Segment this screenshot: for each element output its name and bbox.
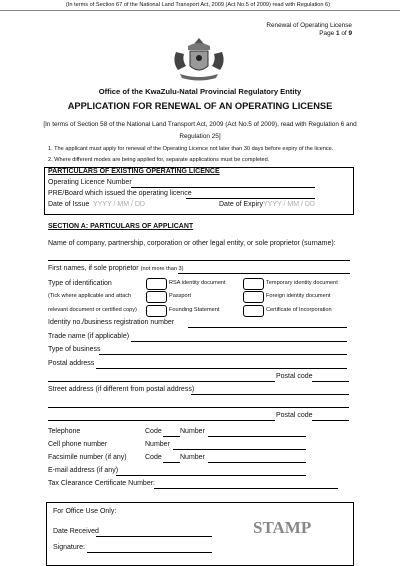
- first-names-note: (not more than 3): [140, 266, 184, 272]
- cell-number-field[interactable]: [173, 449, 306, 450]
- date-expiry-label: Date of Expiry: [219, 201, 263, 208]
- email-field[interactable]: [116, 475, 306, 476]
- postal-code-label: Postal code: [276, 373, 313, 380]
- page-current: 1: [335, 30, 340, 37]
- fax-code-label: Code: [145, 454, 162, 461]
- postal-address-label: Postal address: [48, 360, 95, 367]
- pre-board-field[interactable]: [186, 198, 315, 199]
- certificate-checkbox[interactable]: [243, 305, 264, 317]
- first-names-label: [48, 265, 184, 272]
- passport-label: Passport: [169, 293, 192, 299]
- rsa-id-checkbox[interactable]: [146, 278, 167, 290]
- page-label: Page: [319, 30, 335, 37]
- signature-field[interactable]: [87, 552, 212, 553]
- licence-number-field[interactable]: [131, 187, 315, 188]
- id-reg-field[interactable]: [188, 327, 347, 328]
- header-legal-reference: (In terms of Section 67 of the National Land Transport Act, 2009 (Act No.5 of 2009) read with Regulation 6): [66, 2, 330, 8]
- street-address-field-2[interactable]: [48, 407, 349, 408]
- tax-label: Tax Clearance Certificate Number:: [48, 480, 155, 487]
- cell-number-label: Number: [145, 441, 170, 448]
- telephone-code-label: Code: [145, 428, 162, 435]
- first-names-text: First names, if sole proprietor: [48, 265, 139, 272]
- fax-number-label: Number: [180, 454, 205, 461]
- existing-licence-heading: PARTICULARS OF EXISTING OPERATING LICENCE: [48, 168, 220, 175]
- rsa-id-label: RSA identity document: [169, 280, 226, 286]
- certificate-label: Certificate of Incorporation: [266, 307, 332, 313]
- tax-field[interactable]: [154, 488, 338, 489]
- tick-note-2: relevant document or certified copy): [48, 307, 137, 313]
- page-number: [319, 30, 352, 37]
- street-address-field-3[interactable]: [48, 420, 275, 421]
- coat-of-arms-logo: [170, 36, 228, 82]
- postal-address-field[interactable]: [96, 368, 347, 369]
- subtitle-line-1: [In terms of Section 58 of the National Land Transport Act, 2009 (Act No.5 of 2009), read with Regulation 6 and: [43, 121, 357, 128]
- telephone-number-label: Number: [180, 428, 205, 435]
- tick-note-1: (Tick where applicable and attach: [48, 293, 132, 299]
- fax-code-field[interactable]: [163, 462, 180, 463]
- date-issue-field[interactable]: YYYY / MM / DD: [93, 201, 145, 208]
- header-divider: [0, 10, 400, 11]
- subtitle-line-2: Regulation 25]: [179, 133, 221, 140]
- section-a-heading: SECTION A: PARTICULARS OF APPLICANT: [48, 223, 194, 230]
- first-names-field[interactable]: [178, 273, 350, 274]
- date-received-field[interactable]: [96, 536, 212, 537]
- telephone-label: Telephone: [48, 428, 81, 435]
- note-1: 1. The applicant must apply for renewal of the Operating Licence not later than 30 days before expiry of the licence.: [48, 146, 334, 152]
- pre-board-label: PRE/Board which issued the operating licence: [48, 190, 192, 197]
- foreign-id-label: Foreign identity document: [266, 293, 331, 299]
- office-use-heading: For Office Use Only:: [53, 508, 117, 515]
- founding-label: Founding Statement: [169, 307, 220, 313]
- email-label: E-mail address (if any): [48, 467, 119, 474]
- street-postal-code-field[interactable]: [312, 420, 349, 421]
- type-business-label: Type of business: [48, 346, 101, 353]
- foreign-id-checkbox[interactable]: [243, 291, 264, 303]
- document-title: Renewal of Operating License: [266, 22, 352, 29]
- date-expiry-field[interactable]: YYYY / MM / DD: [263, 201, 315, 208]
- company-name-label: Name of company, partnership, corporation or other legal entity, or sole proprietor (surname):: [48, 240, 336, 247]
- date-received-label: Date Received: [53, 528, 99, 535]
- temp-id-checkbox[interactable]: [243, 278, 264, 290]
- street-address-field[interactable]: [191, 394, 349, 395]
- stamp-placeholder: STAMP: [253, 518, 312, 537]
- id-reg-label: Identity no./business registration number: [48, 319, 175, 326]
- postal-code-field[interactable]: [312, 381, 349, 382]
- founding-checkbox[interactable]: [146, 305, 167, 317]
- company-name-field[interactable]: [48, 260, 350, 261]
- page-title: APPLICATION FOR RENEWAL OF AN OPERATING LICENSE: [67, 101, 333, 111]
- licence-number-label: Operating Licence Number: [48, 179, 132, 186]
- fax-number-field[interactable]: [208, 462, 306, 463]
- fax-label: Facsimile number (if any): [48, 454, 127, 461]
- office-name: Office of the KwaZulu-Natal Provincial Regulatory Entity: [98, 87, 302, 96]
- street-address-label: Street address (if different from postal address): [48, 386, 195, 393]
- telephone-code-field[interactable]: [163, 436, 180, 437]
- id-type-label: Type of identification: [48, 280, 112, 287]
- page-total: 9: [348, 30, 352, 37]
- trade-name-field[interactable]: [131, 341, 347, 342]
- signature-label: Signature:: [53, 544, 85, 551]
- trade-name-label: Trade name (if applicable): [48, 333, 130, 340]
- cell-label: Cell phone number: [48, 441, 108, 448]
- page-of: of: [341, 30, 347, 37]
- telephone-number-field[interactable]: [208, 436, 306, 437]
- postal-address-field-2[interactable]: [48, 381, 275, 382]
- temp-id-label: Temporary identity document: [266, 280, 338, 286]
- type-business-field[interactable]: [99, 354, 347, 355]
- date-issue-label: Date of Issue: [48, 201, 90, 208]
- passport-checkbox[interactable]: [146, 291, 167, 303]
- note-2: 2. Where different modes are being applied for, separate applications must be completed.: [48, 157, 270, 163]
- street-postal-code-label: Postal code: [276, 412, 313, 419]
